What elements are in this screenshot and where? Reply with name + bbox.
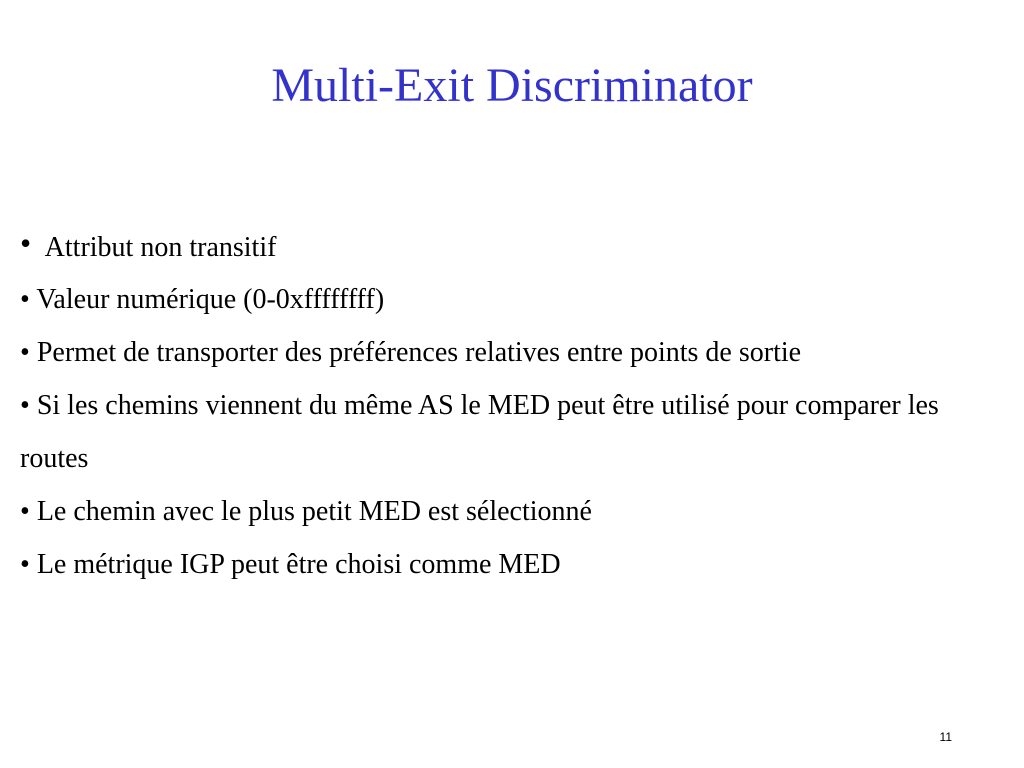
bullet-icon: • — [20, 390, 30, 421]
bullet-text: Attribut non transitif — [44, 232, 277, 263]
bullet-icon: • — [20, 549, 30, 580]
bullet-text: Permet de transporter des préférences relatives entre points de sortie — [36, 337, 802, 368]
bullet-item — [20, 326, 980, 379]
bullet-item — [20, 379, 980, 485]
bullet-text: Le chemin avec le plus petit MED est sélectionné — [36, 496, 592, 527]
bullet-list — [20, 220, 980, 591]
page-number: 11 — [939, 730, 952, 744]
bullet-icon: • — [20, 496, 30, 527]
bullet-icon: • — [20, 284, 30, 315]
bullet-item — [20, 485, 980, 538]
bullet-text: Valeur numérique (0-0xffffffff) — [36, 284, 385, 315]
bullet-text: Si les chemins viennent du même AS le MED peut être utilisé pour comparer les routes — [20, 390, 939, 474]
bullet-text: Le métrique IGP peut être choisi comme MED — [36, 549, 561, 580]
bullet-icon: • — [20, 225, 32, 261]
bullet-icon: • — [20, 337, 30, 368]
bullet-item — [20, 538, 980, 591]
bullet-item — [20, 220, 980, 273]
bullet-item — [20, 273, 980, 326]
slide-title: Multi-Exit Discriminator — [271, 59, 753, 112]
